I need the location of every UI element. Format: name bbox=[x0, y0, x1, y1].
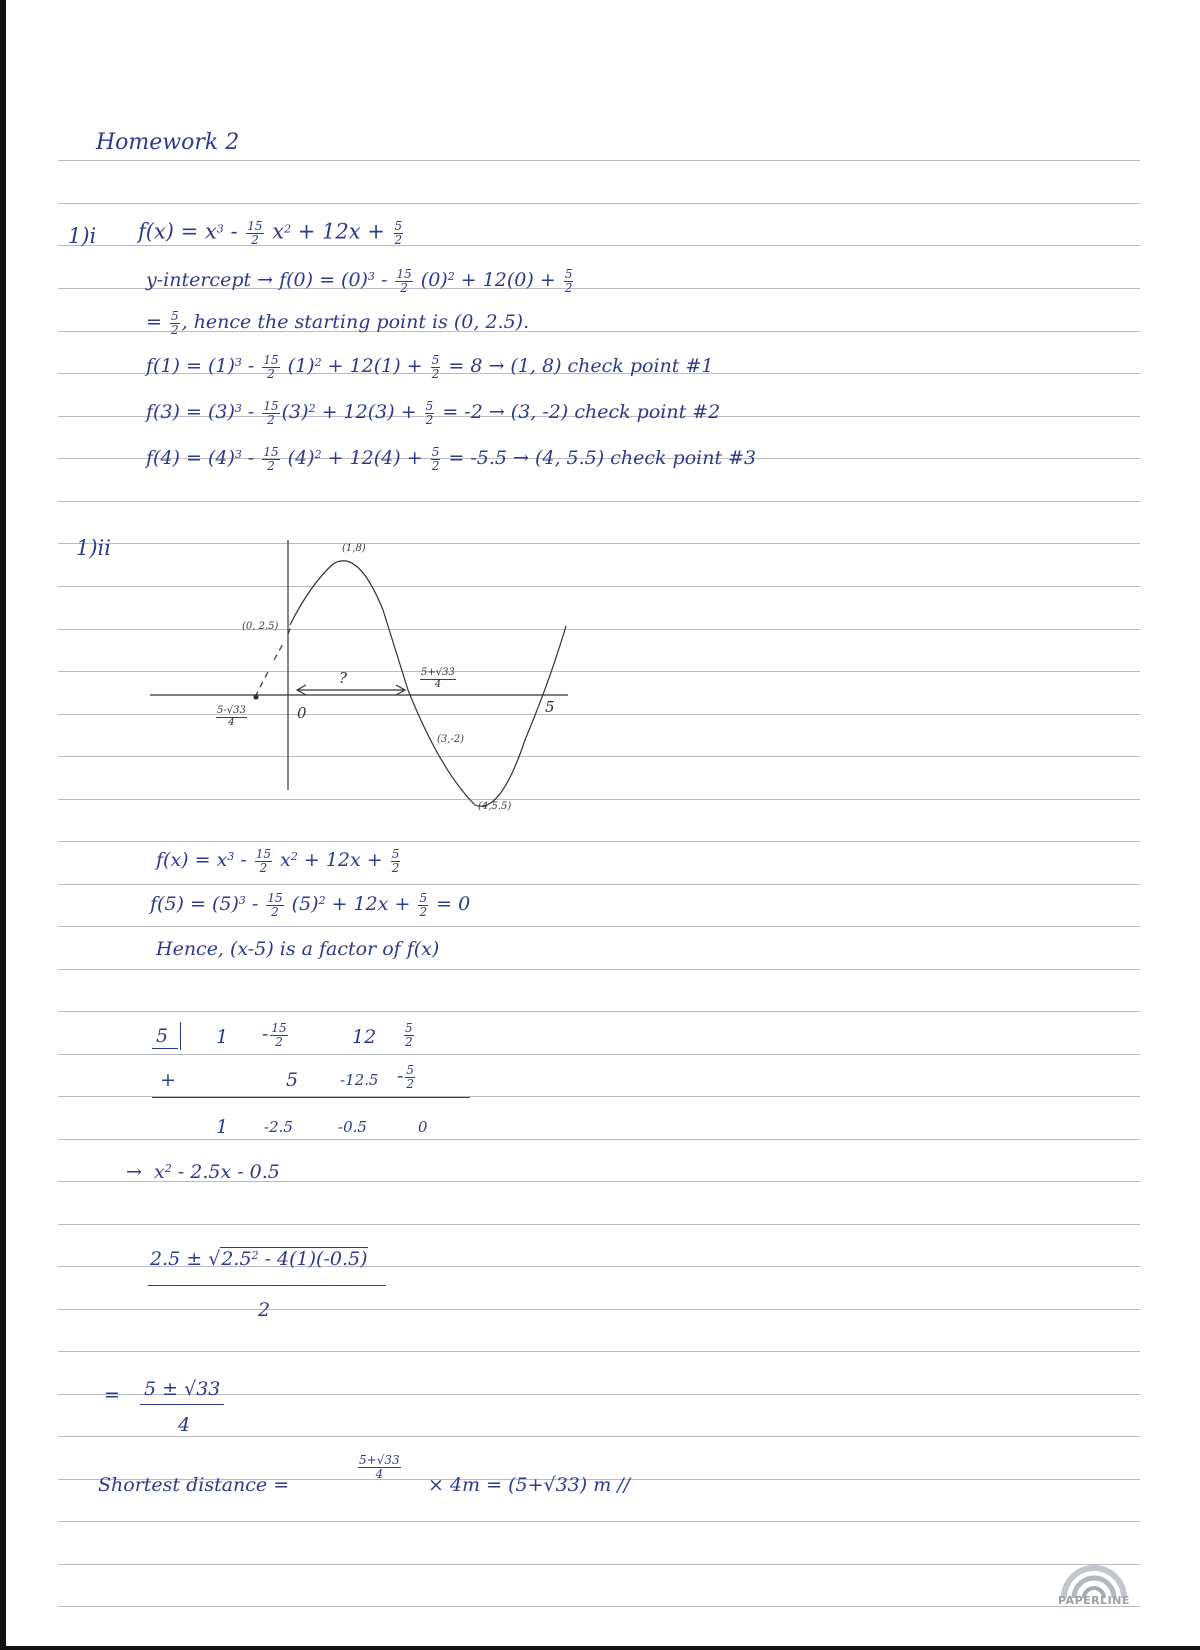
synth-add-2: -12.5 bbox=[340, 1071, 379, 1089]
left-root-label: $\frac{5-√33}{4}$ bbox=[217, 705, 246, 728]
synth-add-1: 5 bbox=[286, 1069, 299, 1091]
synth-coef-4: $\frac{5}{2}$ bbox=[405, 1021, 413, 1049]
roots-fraction-bar bbox=[140, 1404, 224, 1405]
start-point-label: (0, 2.5) bbox=[242, 621, 279, 632]
factor-statement: Hence, (x-5) is a factor of f(x) bbox=[156, 938, 440, 960]
f5-evaluation: $f(5) = (5)^3$ - $\frac{15}{2}$ $(5)^2 + 12x$ + $\frac{5}{2}$ = 0 bbox=[150, 891, 471, 919]
scan-edge-left bbox=[0, 0, 6, 1650]
origin-label: 0 bbox=[297, 704, 307, 722]
roots-denominator: 4 bbox=[178, 1414, 191, 1436]
synth-coef-3: 12 bbox=[352, 1026, 377, 1048]
paperline-logo-text: PAPERLINE bbox=[1058, 1594, 1130, 1607]
function-definition: $f(x) = x^3$ - $\frac{15}{2}$ $x^2 + 12x$ + $\frac{5}{2}$ bbox=[138, 219, 403, 247]
paperline-logo bbox=[1056, 1558, 1132, 1618]
synth-result-1: 1 bbox=[216, 1116, 229, 1138]
synthetic-divisor: 5 bbox=[156, 1025, 169, 1047]
left-root-dot bbox=[254, 695, 258, 699]
shortest-distance-fraction: $\frac{5+√33}{4}$ bbox=[359, 1453, 400, 1481]
synth-result-2: -2.5 bbox=[264, 1118, 293, 1136]
synth-plus: + bbox=[160, 1069, 176, 1091]
quadratic-formula-denominator: 2 bbox=[258, 1299, 271, 1321]
unknown-distance-label: ? bbox=[339, 669, 348, 687]
quadratic-fraction-bar bbox=[148, 1285, 386, 1286]
synth-coef-1: 1 bbox=[216, 1026, 229, 1048]
synth-coef-2: - $\frac{15}{2}$ bbox=[262, 1021, 287, 1049]
part-1i-label: 1)i bbox=[68, 224, 97, 248]
roots-equals: = bbox=[104, 1384, 120, 1406]
synth-result-4: 0 bbox=[418, 1118, 428, 1136]
checkpoint-1-line: $f(1) = (1)^3$ - $\frac{15}{2}$ $(1)^2 + 12(1)$ + $\frac{5}{2}$ = 8 → (1, 8) check point #1 bbox=[146, 353, 714, 381]
shortest-distance-result: × 4m = (5+√33) m // bbox=[428, 1474, 631, 1496]
quadratic-factor: → $x^2 - 2.5x - 0.5$ bbox=[126, 1161, 280, 1183]
checkpoint-3-line: $f(4) = (4)^3$ - $\frac{15}{2}$ $(4)^2 + 12(4)$ + $\frac{5}{2}$ = -5.5 → (4, 5.5) check point #3 bbox=[146, 445, 757, 473]
part-1ii-label: 1)ii bbox=[76, 536, 111, 560]
starting-point-line: = $\frac{5}{2}$ , hence the starting point is (0, 2.5). bbox=[146, 309, 530, 337]
middle-root-label: $\frac{5+√33}{4}$ bbox=[421, 667, 455, 690]
max-point-label: (1,8) bbox=[342, 543, 366, 554]
roots-numerator: 5 ± √33 bbox=[144, 1378, 221, 1400]
mid-point-label: (3,-2) bbox=[437, 734, 465, 745]
min-point-label: (4,5.5) bbox=[478, 801, 512, 812]
function-restated: $f(x) = x^3$ - $\frac{15}{2}$ $x^2 + 12x$ + $\frac{5}{2}$ bbox=[156, 847, 400, 875]
y-intercept-line: y-intercept → $f(0) = (0)^3$ - $\frac{15}{2}$ $(0)^2 + 12(0)$ + $\frac{5}{2}$ bbox=[146, 267, 573, 295]
synth-result-3: -0.5 bbox=[338, 1118, 367, 1136]
right-root-label: 5 bbox=[545, 698, 555, 716]
divisor-underline bbox=[152, 1048, 178, 1049]
shortest-distance-label: Shortest distance = bbox=[98, 1474, 290, 1496]
page-title: Homework 2 bbox=[96, 130, 240, 155]
scan-edge-bottom bbox=[0, 1646, 1200, 1650]
extrapolated-curve bbox=[255, 624, 292, 697]
synth-add-3: - $\frac{5}{2}$ bbox=[397, 1063, 415, 1091]
divisor-bar bbox=[180, 1022, 181, 1050]
checkpoint-2-line: $f(3) = (3)^3$ - $\frac{15}{2}$ $(3)^2 + 12(3)$ + $\frac{5}{2}$ = -2 → (3, -2) check point #2 bbox=[146, 399, 721, 427]
quadratic-formula-numerator: $2.5 \pm √2.5^2 - 4(1)(-0.5)$ bbox=[150, 1248, 368, 1270]
synth-result-rule bbox=[152, 1097, 470, 1098]
